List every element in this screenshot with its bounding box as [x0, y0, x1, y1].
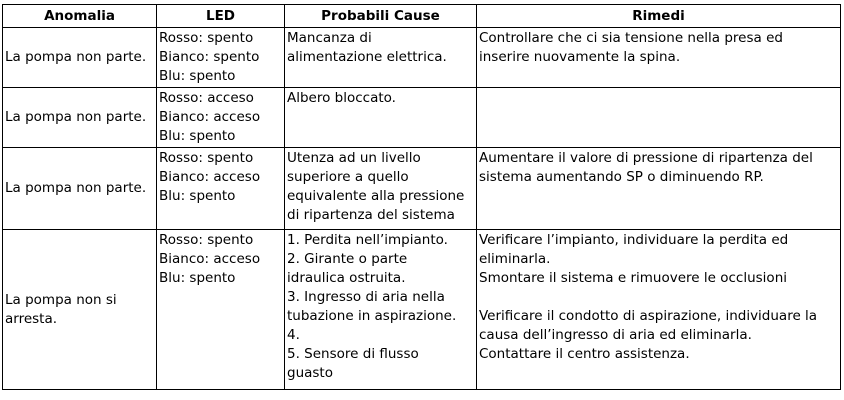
cause-cell — [285, 230, 477, 390]
cause-line: 2. Girante o parte — [287, 251, 408, 267]
cause-line: di ripartenza del sistema — [287, 207, 455, 223]
led-cell — [157, 28, 285, 88]
remedy-line: Smontare il sistema e rimuovere le occlusioni — [479, 270, 787, 286]
remedy-line: Verificare il condotto di aspirazione, individuare la — [479, 308, 818, 324]
table-header-row — [3, 5, 841, 28]
table-row — [3, 148, 841, 230]
table-row — [3, 88, 841, 148]
led-blue-status: Blu: spento — [159, 188, 236, 204]
remedy-cell — [477, 88, 841, 148]
led-red-status: Rosso: spento — [159, 30, 254, 46]
cause-cell — [285, 148, 477, 230]
remedy-line: sistema aumentando SP o diminuendo RP. — [479, 169, 764, 185]
cause-line: guasto — [287, 365, 333, 381]
cause-line: equivalente alla pressione — [287, 188, 465, 204]
remedy-cell — [477, 148, 841, 230]
led-red-status: Rosso: spento — [159, 232, 254, 248]
cause-cell — [285, 28, 477, 88]
cause-line: Utenza ad un livello — [287, 150, 421, 166]
cause-line: 4. — [287, 327, 300, 343]
cause-line: idraulica ostruita. — [287, 270, 406, 286]
led-red-status: Rosso: acceso — [159, 90, 254, 106]
remedy-cell — [477, 28, 841, 88]
remedy-cell — [477, 230, 841, 390]
anomaly-text-line: La pompa non si — [5, 291, 117, 308]
table-row — [3, 230, 841, 390]
remedy-line: Controllare che ci sia tensione nella presa ed — [479, 30, 783, 46]
table-row — [3, 28, 841, 88]
cause-line: 3. Ingresso di aria nella — [287, 289, 445, 305]
led-cell — [157, 88, 285, 148]
led-white-status: Bianco: acceso — [159, 169, 261, 185]
anomaly-text: La pompa non parte. — [5, 180, 147, 196]
anomaly-cell — [3, 148, 157, 230]
remedy-line: causa dell’ingresso di aria ed eliminarla. — [479, 327, 752, 343]
troubleshooting-table — [2, 4, 841, 390]
anomaly-cell — [3, 88, 157, 148]
cause-line: superiore a quello — [287, 169, 409, 185]
led-blue-status: Blu: spento — [159, 128, 236, 144]
led-blue-status: Blu: spento — [159, 68, 236, 84]
cause-line: Albero bloccato. — [287, 90, 396, 106]
led-blue-status: Blu: spento — [159, 270, 236, 286]
cause-line: 5. Sensore di flusso — [287, 346, 419, 362]
led-cell — [157, 230, 285, 390]
header-rimedi: Rimedi — [477, 5, 841, 28]
remedy-spacer — [479, 288, 838, 307]
anomaly-text-line: arresta. — [5, 310, 58, 327]
header-led: LED — [157, 5, 285, 28]
anomaly-text: La pompa non parte. — [5, 49, 147, 65]
anomaly-cell — [3, 230, 157, 390]
cause-line: alimentazione elettrica. — [287, 49, 447, 65]
remedy-line: eliminarla. — [479, 251, 551, 267]
remedy-line: Contattare il centro assistenza. — [479, 346, 690, 362]
header-cause: Probabili Cause — [285, 5, 477, 28]
remedy-line: Verificare l’impianto, individuare la perdita ed — [479, 232, 789, 248]
cause-line: 1. Perdita nell’impianto. — [287, 232, 448, 248]
remedy-line: inserire nuovamente la spina. — [479, 49, 681, 65]
led-cell — [157, 148, 285, 230]
anomaly-text: La pompa non parte. — [5, 109, 147, 125]
remedy-line: Aumentare il valore di pressione di ripartenza del — [479, 150, 813, 166]
led-white-status: Bianco: spento — [159, 49, 260, 65]
led-white-status: Bianco: acceso — [159, 109, 261, 125]
cause-cell — [285, 88, 477, 148]
anomaly-cell — [3, 28, 157, 88]
cause-line: Mancanza di — [287, 30, 372, 46]
header-anomalia: Anomalia — [3, 5, 157, 28]
led-red-status: Rosso: spento — [159, 150, 254, 166]
cause-line: tubazione in aspirazione. — [287, 308, 457, 324]
led-white-status: Bianco: acceso — [159, 251, 261, 267]
